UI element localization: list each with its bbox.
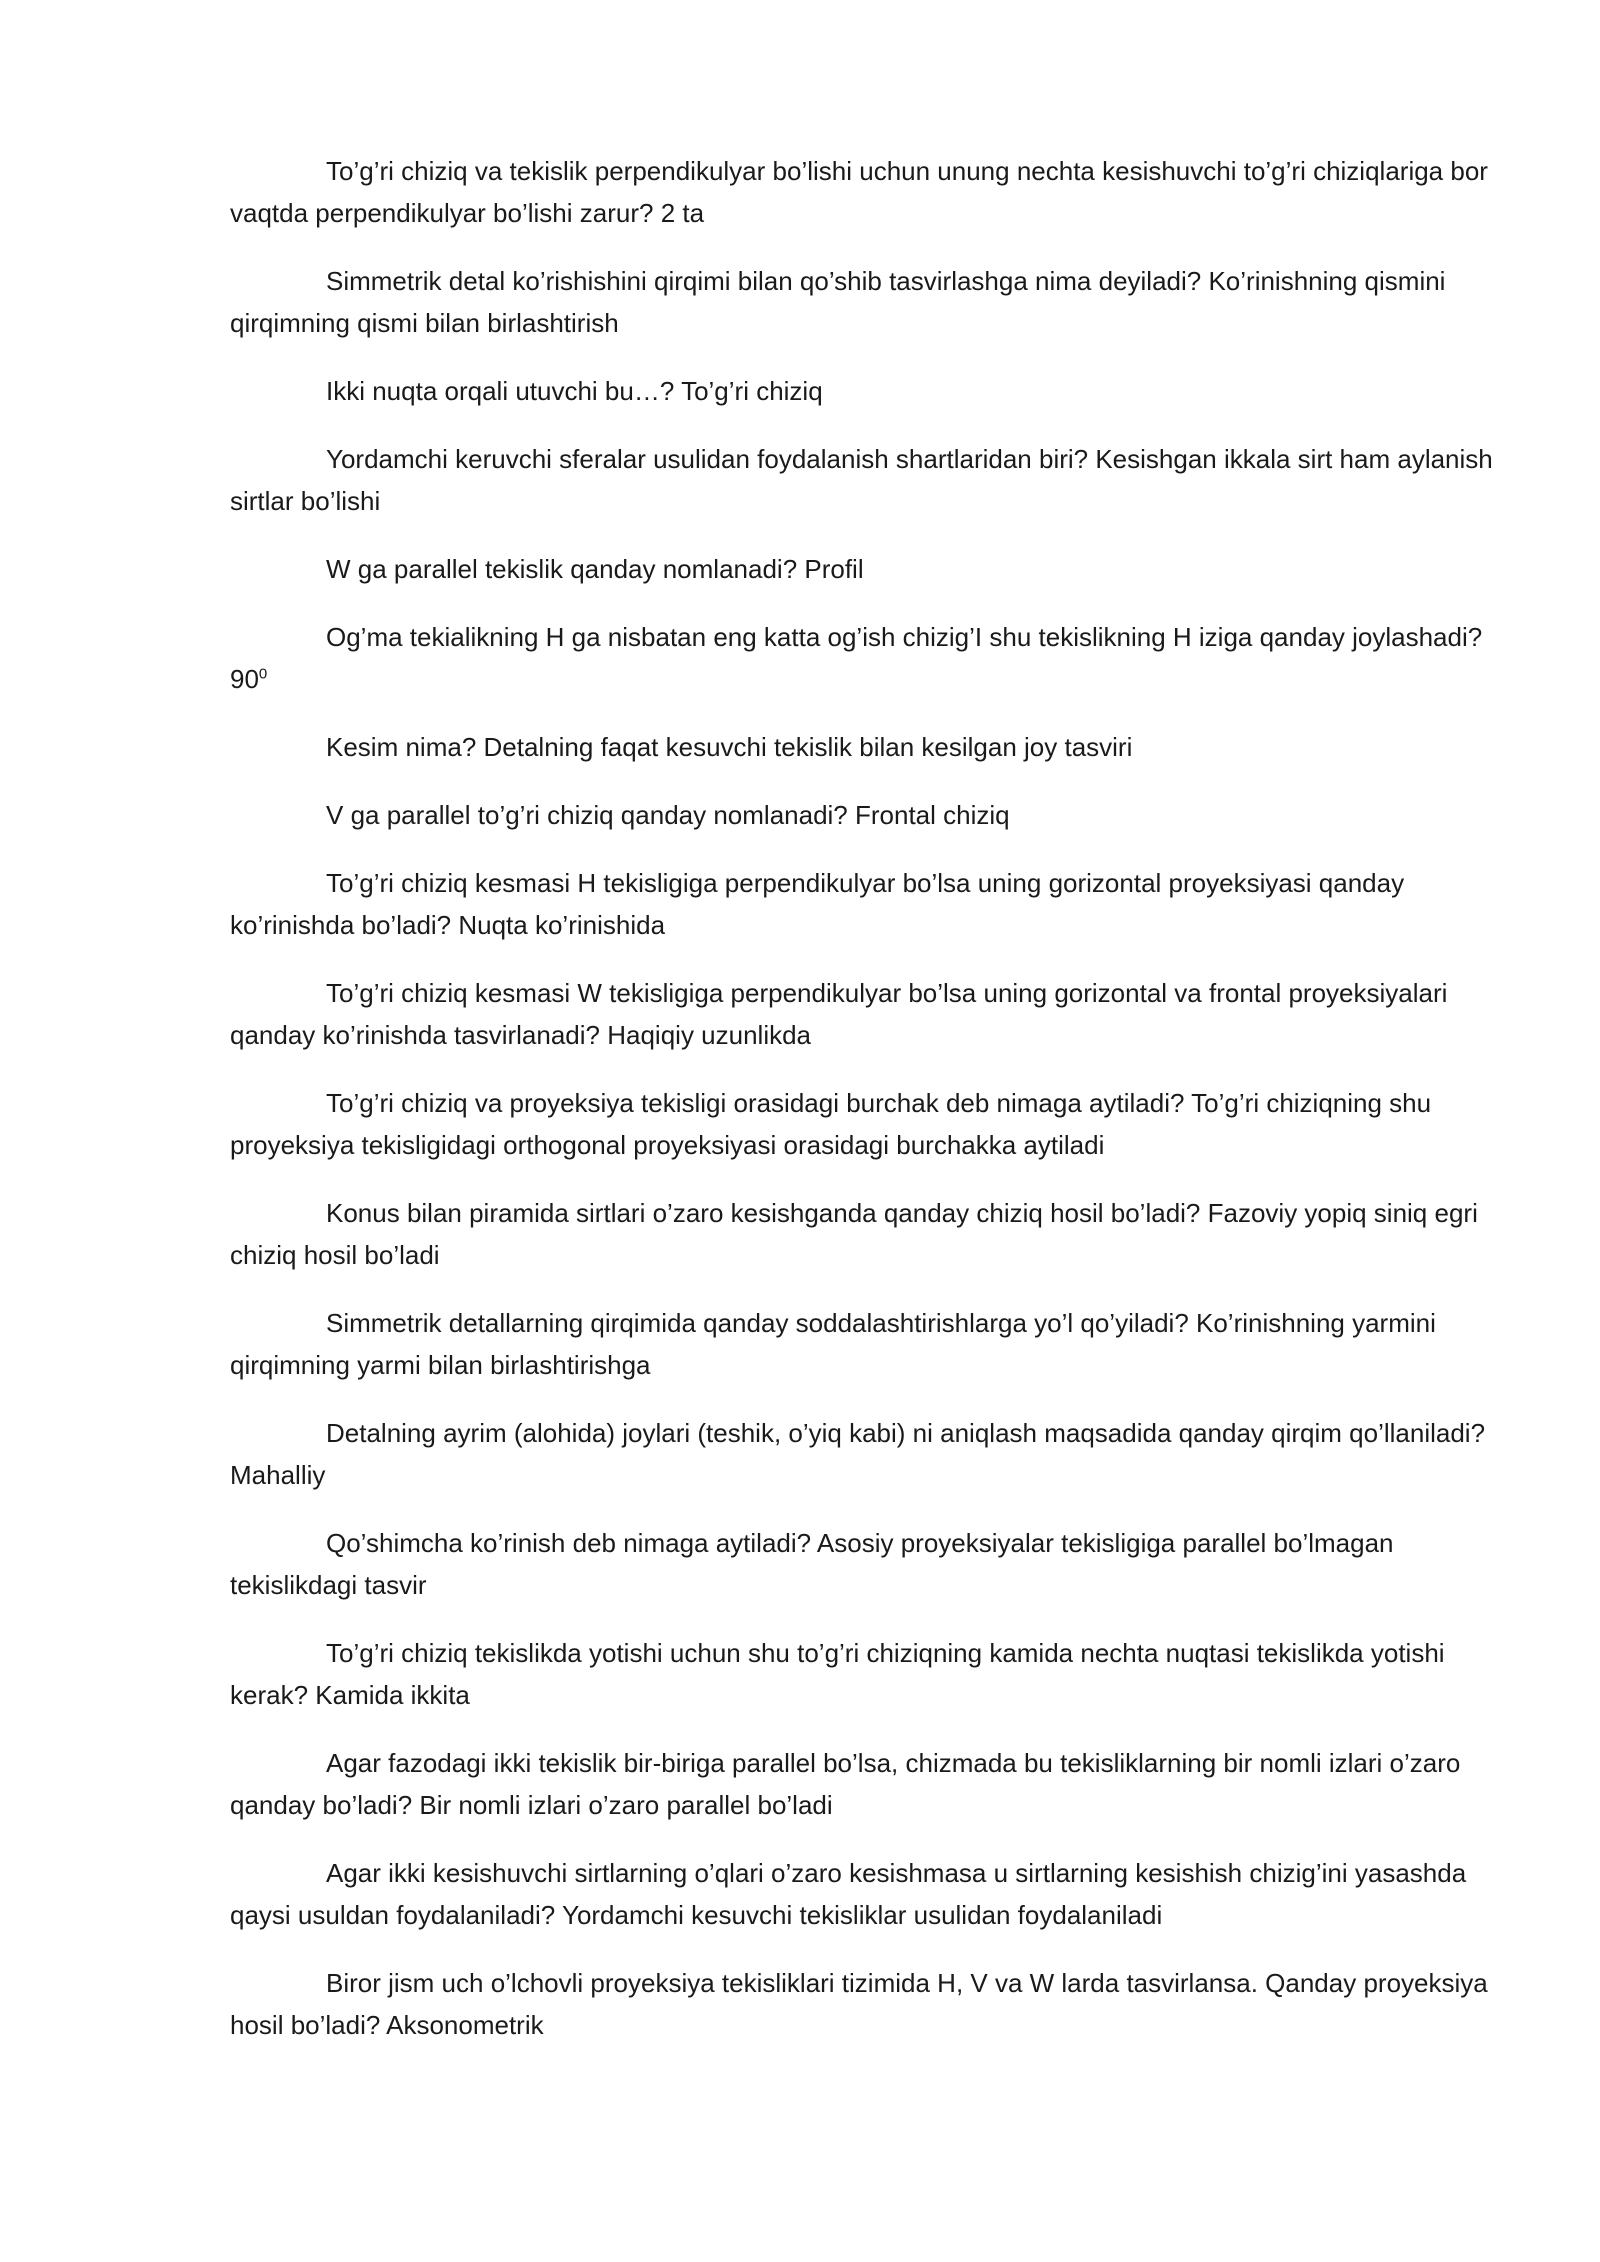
paragraph: Simmetrik detallarning qirqimida qanday soddalashtirishlarga yo’l qo’yiladi? Ko’rinishning yarmini qirqimning yarmi bilan birlashtirishga [230,1308,1436,1380]
paragraph: To’g’ri chiziq tekislikda yotishi uchun shu to’g’ri chiziqning kamida nechta nuqtasi tekislikda yotishi kerak? Kamida ikkita [230,1638,1445,1710]
paragraph: Qo’shimcha ko’rinish deb nimaga aytiladi? Asosiy proyeksiyalar tekisligiga parallel bo’lmagan tekislikdagi tasvir [230,1528,1394,1600]
paragraph: To’g’ri chiziq kesmasi H tekisligiga perpendikulyar bo’lsa uning gorizontal proyeksiyasi qanday ko’rinishda bo’ladi? Nuqta ko’rinishida [230,868,1405,940]
paragraph [230,616,1500,700]
paragraph-text: Og’ma tekialikning H ga nisbatan eng katta og’ish chizig’I shu tekislikning H iziga qanday joylashadi? 90 [230,622,1483,694]
paragraph: Yordamchi keruvchi sferalar usulidan foydalanish shartlaridan biri? Kesishgan ikkala sirt ham aylanish sirtlar bo’lishi [230,444,1493,516]
paragraph: Agar ikki kesishuvchi sirtlarning o’qlari o’zaro kesishmasa u sirtlarning kesishish chizig’ini yasashda qaysi usuldan foydalaniladi? Yordamchi kesuvchi tekisliklar usulidan foydalaniladi [230,1858,1467,1930]
degree-superscript: 0 [258,665,268,683]
paragraph: To’g’ri chiziq va proyeksiya tekisligi orasidagi burchak deb nimaga aytiladi? To’g’ri chiziqning shu proyeksiya tekisligidagi orthogonal proyeksiyasi orasidagi burchakka aytiladi [230,1088,1432,1160]
paragraph: Biror jism uch o’lchovli proyeksiya tekisliklari tizimida H, V va W larda tasvirlansa. Qanday proyeksiya hosil bo’ladi? Aksonometrik [230,1968,1488,2040]
paragraph: Agar fazodagi ikki tekislik bir-biriga parallel bo’lsa, chizmada bu tekisliklarning bir nomli izlari o’zaro qanday bo’ladi? Bir nomli izlari o’zaro parallel bo’ladi [230,1748,1461,1820]
paragraph: Ikki nuqta orqali utuvchi bu…? To’g’ri chiziq [326,376,823,406]
paragraph: W ga parallel tekislik qanday nomlanadi? Profil [326,554,864,584]
paragraph: Kesim nima? Detalning faqat kesuvchi tekislik bilan kesilgan joy tasviri [326,732,1133,762]
paragraph: Simmetrik detal ko’rishishini qirqimi bilan qo’shib tasvirlashga nima deyiladi? Ko’rinishning qismini qirqimning qismi bilan birlashtirish [230,266,1446,338]
document-page [230,150,1500,2072]
paragraph: Detalning ayrim (alohida) joylari (teshik, o’yiq kabi) ni aniqlash maqsadida qanday qirqim qo’llaniladi? Mahalliy [230,1418,1486,1490]
paragraph: V ga parallel to’g’ri chiziq qanday nomlanadi? Frontal chiziq [326,800,1010,830]
paragraph: To’g’ri chiziq kesmasi W tekisligiga perpendikulyar bo’lsa uning gorizontal va frontal proyeksiyalari qanday ko’rinishda tasvirlanadi? Haqiqiy uzunlikda [230,978,1448,1050]
paragraph: To’g’ri chiziq va tekislik perpendikulyar bo’lishi uchun unung nechta kesishuvchi to’g’ri chiziqlariga bor vaqtda perpendikulyar bo’lishi zarur? 2 ta [230,156,1488,228]
paragraph: Konus bilan piramida sirtlari o’zaro kesishganda qanday chiziq hosil bo’ladi? Fazoviy yopiq siniq egri chiziq hosil bo’ladi [230,1198,1478,1270]
